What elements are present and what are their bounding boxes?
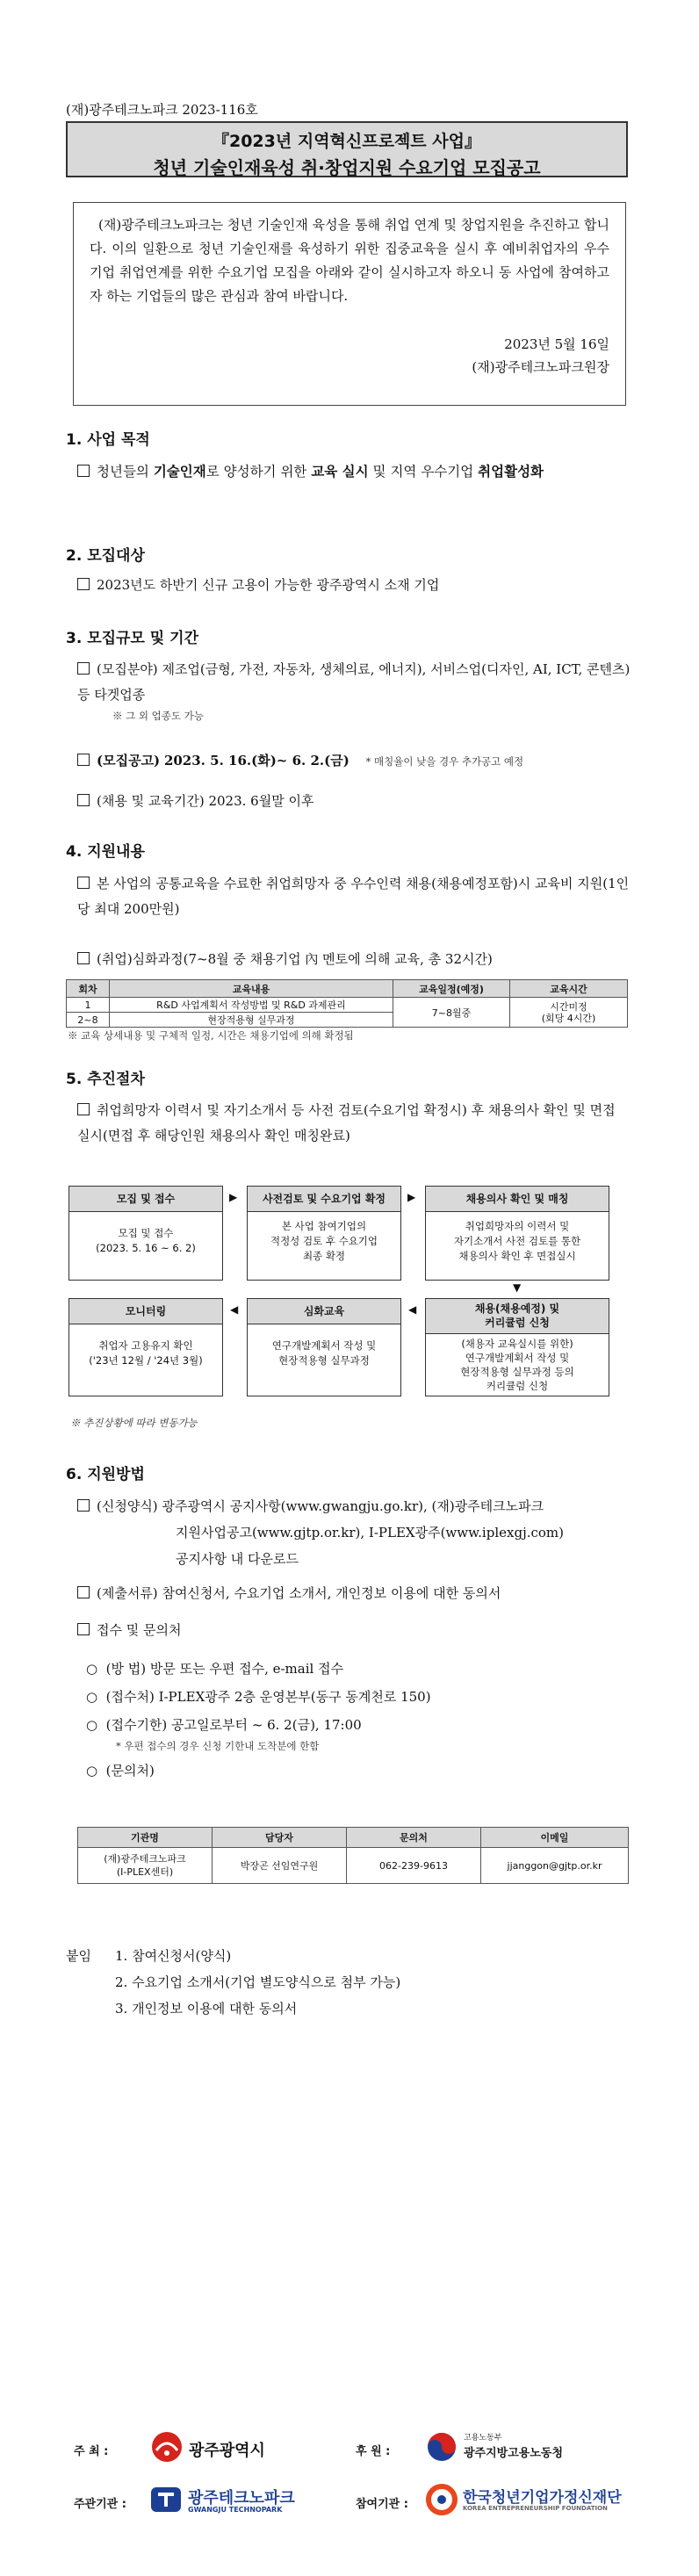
arrow-down-icon: ▼ [513,1281,522,1294]
list-item: ○ (방 법) 방문 또는 우편 접수, e-mail 접수 [86,1661,344,1677]
foundation-icon [424,2482,459,2517]
section-6-docs: (제출서류) 참여신청서, 수요기업 소개서, 개인정보 이용에 대한 동의서 [77,1581,631,1606]
title-box [66,121,628,177]
attachment-label: 붙임 [66,1948,91,1964]
attachment-list [115,1943,400,2022]
sponsor-label: 후 원 : [356,2445,391,2458]
table-header: 교육일정(예정) [393,980,510,998]
intro-signer: (재)광주테크노파크원장 [472,359,609,375]
checkbox-icon [77,1586,90,1598]
section-3-edu: (채용 및 교육기간) 2023. 6월말 이후 [77,789,631,814]
gwangju-city-icon [148,2429,186,2464]
sponsor-small: 고용노동부 [464,2434,502,2443]
section-1-heading: 1. 사업 목적 [66,431,150,449]
organizer-name: 광주테크노파크 [188,2489,295,2507]
section-6-contact-heading: 접수 및 문의처 [77,1618,631,1643]
sponsor-name: 광주지방고용노동청 [464,2447,564,2460]
section-4-item1: 본 사업의 공통교육을 수료한 취업희망자 중 우수인력 채용(채용예정포함)시 교육비 지원(1인당 최대 200만원) [77,876,630,917]
host-label: 주 최 : [74,2445,109,2458]
section-4-heading: 4. 지원내용 [66,843,145,861]
checkbox-icon [77,877,90,889]
table-row: (재)광주테크노파크 (I-PLEX센터) 박장곤 선임연구원 062-239-9613 jjanggon@gjtp.or.kr [78,1848,629,1884]
organizer-name-en: GWANGJU TECHNOPARK [188,2506,283,2514]
intro-signature [90,333,609,379]
process-note: ※ 추진상황에 따라 변동가능 [70,1417,198,1429]
arrow-left-icon: ◀ [230,1303,239,1316]
technopark-icon [148,2482,184,2517]
table-header: 회차 [67,980,110,998]
section-4-item2: (취업)심화과정(7~8월 중 채용기업 內 멘토에 의해 교육, 총 32시간) [77,947,631,972]
step-review: 사전검토 및 수요기업 확정 본 사업 참여기업의 적정성 검토 후 수요기업 최종 확정 [247,1186,401,1281]
organizer-label: 주관기관 : [74,2498,126,2511]
list-item: ○ (접수처) I-PLEX광주 2층 운영본부(동구 동계천로 150) [86,1689,431,1705]
arrow-right-icon: ▶ [407,1191,416,1203]
checkbox-icon [77,794,90,806]
checkbox-icon [77,662,90,675]
title-line2: 청년 기술인재육성 취·창업지원 수요기업 모집공고 [153,157,541,178]
checkbox-icon [77,952,90,964]
step-monitoring: 모니터링 취업자 고용유지 확인 ('23년 12월 / '24년 3월) [68,1298,223,1396]
section-1-item: 청년들의 기술인재로 양성하기 위한 교육 실시 및 지역 우수기업 취업활성화 [77,458,631,485]
title-line1: 『2023년 지역혁신프로젝트 사업』 [212,132,481,151]
curriculum-note: ※ 교육 상세내용 및 구체적 일정, 시간은 채용기업에 의해 확정됨 [68,1029,354,1042]
section-6-heading: 6. 지원방법 [66,1466,145,1483]
section-5-heading: 5. 추진절차 [66,1071,145,1088]
partner-name: 한국청년기업가정신재단 [463,2489,622,2507]
host-name: 광주광역시 [189,2442,265,2460]
list-item: 3. 개인정보 이용에 대한 동의서 [115,2001,298,2017]
checkbox-icon [77,465,90,477]
step-matching: 채용의사 확인 및 매칭 취업희망자의 이력서 및 자기소개서 사전 검토를 통한 채용의사 확인 후 면접실시 [425,1186,609,1281]
organizer-logo [148,2482,184,2521]
checkbox-icon [77,1103,90,1115]
section-5-item: 취업희망자 이력서 및 자기소개서 등 사전 검토(수요기업 확정시) 후 채용의사 확인 및 면접 실시(면접 후 해당인원 채용의사 확인 매칭완료) [77,1102,616,1144]
partner-name-en: KOREA ENTREPRENEURSHIP FOUNDATION [463,2505,608,2512]
step-recruit: 모집 및 접수 모집 및 접수 (2023. 5. 16 ~ 6. 2) [68,1186,223,1281]
table-header: 교육내용 [110,980,393,998]
arrow-left-icon: ◀ [408,1303,417,1316]
section-3-period: (모집공고) 2023. 5. 16.(화)~ 6. 2.(금) * 매칭율이 낮을 경우 추가공고 예정 [77,748,631,775]
intro-text: (재)광주테크노파크는 청년 기술인재 육성을 통해 취업 연계 및 창업지원을 추진하고 합니다. 이의 일환으로 청년 기술인재를 육성하기 위한 집중교육을 실시 후 예비취업자의 우수기업 취업연계를 위한 수요기업 모집을 아래와 같이 실시하고자 하오니 동 사업에 참여하고자 하는 기업들의 많은 관심과 참여 바랍니다. [90,217,609,304]
taegeuk-icon [424,2429,459,2464]
document-reference: (재)광주테크노파크 2023-116호 [66,102,258,118]
checkbox-icon [77,1623,90,1635]
section-2-heading: 2. 모집대상 [66,547,145,565]
arrow-right-icon: ▶ [229,1191,238,1203]
table-header: 담당자 [213,1828,347,1848]
table-header: 기관명 [78,1828,213,1848]
section-2-item: 2023년도 하반기 신규 고용이 가능한 광주광역시 소재 기업 [77,573,631,598]
list-item: 1. 참여신청서(양식) [115,1948,232,1964]
contact-table [77,1827,629,1884]
step-advanced-edu: 심화교육 연구개발계획서 작성 및 현장적용형 실무과정 [247,1298,401,1396]
table-header: 이메일 [481,1828,629,1848]
list-item: 2. 수요기업 소개서(기업 별도양식으로 첨부 가능) [115,1974,401,1990]
table-row: 1 R&D 사업계획서 작성방법 및 R&D 과제관리 7~8월중 시간미정 (회당 4시간) [67,998,628,1013]
partner-logo [424,2482,459,2521]
step-hiring: 채용(채용예정) 및 커리큘럼 신청 (채용자 교육실시를 위한) 연구개발계획서 작성 및 현장적용형 실무과정 등의 커리큘럼 신청 [425,1298,609,1396]
checkbox-icon [77,578,90,590]
section-6-contact-list: ○ (방 법) 방문 또는 우편 접수, e-mail 접수 ○ (접수처) I-PLEX광주 2층 운영본부(동구 동계천로 150) ○ (접수기한) 공고일로부터 ~ 6. 2(금), 17:00 * 우편 접수의 경우 신청 기한내 도착분에 한함 ○ (문의처) [86,1655,639,1785]
intro-date: 2023년 5월 16일 [504,336,609,352]
host-logo [148,2429,186,2468]
email-link[interactable]: jjanggon@gjtp.or.kr [481,1848,629,1884]
table-header: 교육시간 [510,980,628,998]
section-3-field: (모집분야) 제조업(금형, 가전, 자동차, 생체의료, 에너지), 서비스업(디자인, AI, ICT, 콘텐츠) 등 타겟업종 ※ 그 외 업종도 가능 [77,661,631,722]
sponsor-logo [424,2429,459,2468]
partner-label: 참여기관 : [356,2498,408,2511]
list-item: ○ (접수기한) 공고일로부터 ~ 6. 2(금), 17:00 [86,1717,362,1733]
checkbox-icon [77,1499,90,1512]
section-6-apply: (신청양식) 광주광역시 공지사항(www.gwangju.go.kr), (재)광주테크노파크 지원사업공고(www.gjtp.or.kr), I-PLEX광주(www.iplexgj.com) 공지사항 내 다운로드 [77,1493,631,1572]
checkbox-icon [77,754,90,766]
table-row: 2~8 현장적용형 실무과정 [67,1013,628,1028]
section-3-heading: 3. 모집규모 및 기간 [66,630,198,647]
curriculum-table [66,979,628,1028]
intro-box [73,202,626,406]
list-item: ○ (문의처) [86,1763,155,1779]
table-header: 문의처 [347,1828,481,1848]
